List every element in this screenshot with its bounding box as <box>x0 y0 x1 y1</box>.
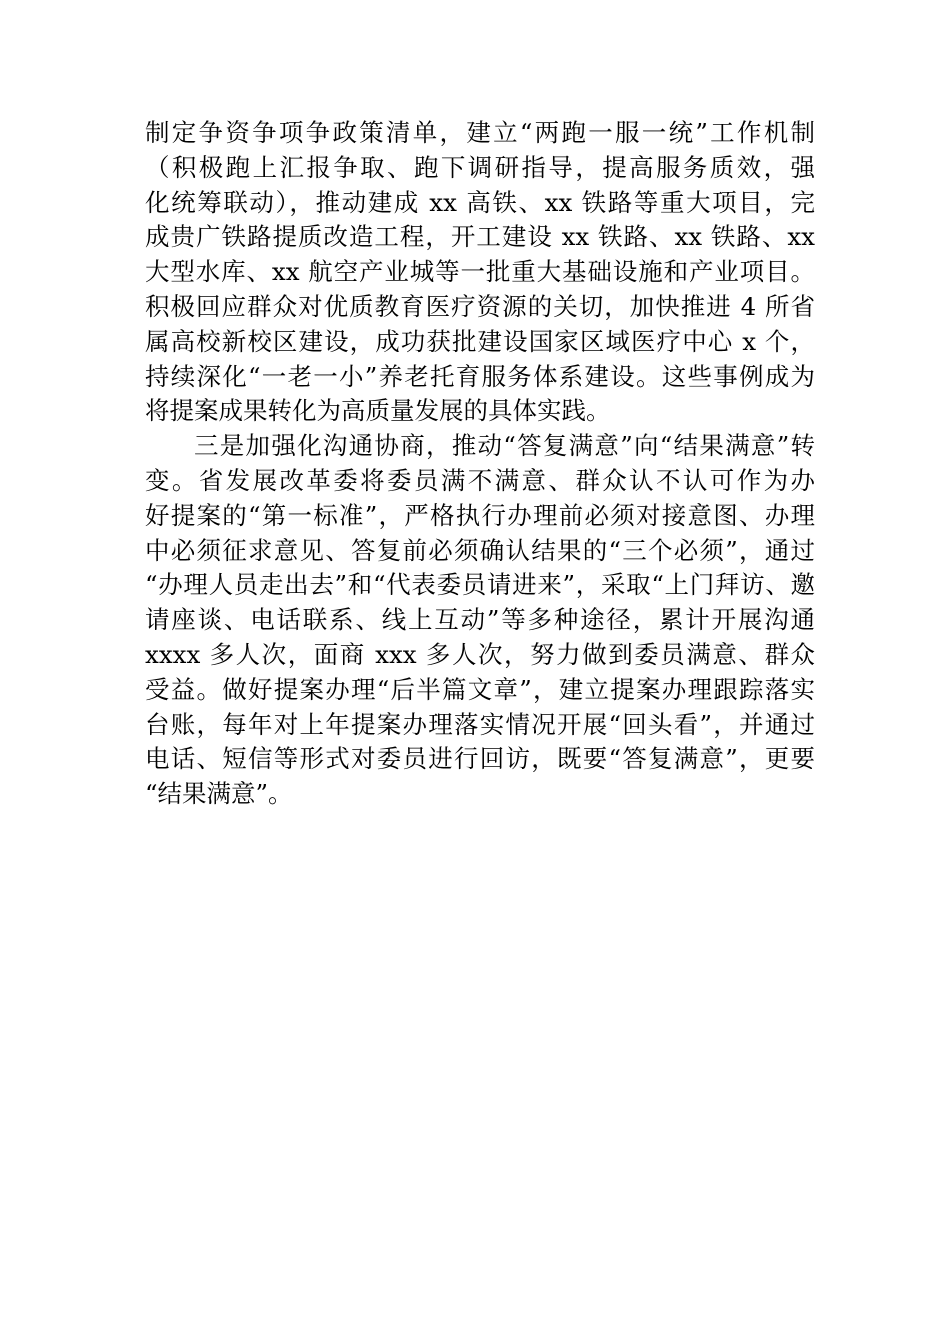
paragraph-line: 请座谈、电话联系、线上互动”等多种途径，累计开展沟通 <box>145 605 815 635</box>
paragraph-line: 制定争资争项争政策清单，建立“两跑一服一统”工作机制 <box>145 118 815 147</box>
paragraph-line: 三是加强化沟通协商，推动“答复满意”向“结果满意”转 <box>194 431 815 461</box>
paragraph-line: 好提案的“第一标准”，严格执行办理前必须对接意图、办理 <box>145 500 815 530</box>
paragraph-line: 电话、短信等形式对委员进行回访，既要“答复满意”，更要 <box>145 744 815 774</box>
paragraph-line: 将提案成果转化为高质量发展的具体实践。 <box>145 396 611 426</box>
paragraph-line: 中必须征求意见、答复前必须确认结果的“三个必须”，通过 <box>145 535 815 565</box>
document-body <box>145 116 815 812</box>
paragraph-line: 化统筹联动），推动建成 xx 高铁、xx 铁路等重大项目，完 <box>145 187 815 217</box>
paragraph-line: 台账，每年对上年提案办理落实情况开展“回头看”，并通过 <box>145 709 815 739</box>
paragraph-achievements <box>145 116 815 429</box>
paragraph-line: xxxx 多人次，面商 xxx 多人次，努力做到委员满意、群众 <box>145 639 815 669</box>
paragraph-line: 积极回应群众对优质教育医疗资源的关切，加快推进 4 所省 <box>145 291 815 321</box>
paragraph-line: “办理人员走出去”和“代表委员请进来”，采取“上门拜访、邀 <box>145 570 815 600</box>
paragraph-line: 受益。做好提案办理“后半篇文章”，建立提案办理跟踪落实 <box>145 674 815 704</box>
paragraph-line: 大型水库、xx 航空产业城等一批重大基础设施和产业项目。 <box>145 257 815 287</box>
paragraph-line: 属高校新校区建设，成功获批建设国家区域医疗中心 x 个， <box>145 326 815 356</box>
paragraph-line: 变。省发展改革委将委员满不满意、群众认不认可作为办 <box>145 465 815 495</box>
paragraph-line: 持续深化“一老一小”养老托育服务体系建设。这些事例成为 <box>145 361 815 391</box>
paragraph-line: 成贵广铁路提质改造工程，开工建设 xx 铁路、xx 铁路、xx <box>145 222 815 252</box>
paragraph-line: “结果满意”。 <box>145 779 293 809</box>
paragraph-communication <box>145 429 815 812</box>
paragraph-line: （积极跑上汇报争取、跑下调研指导，提高服务质效，强 <box>145 152 815 182</box>
